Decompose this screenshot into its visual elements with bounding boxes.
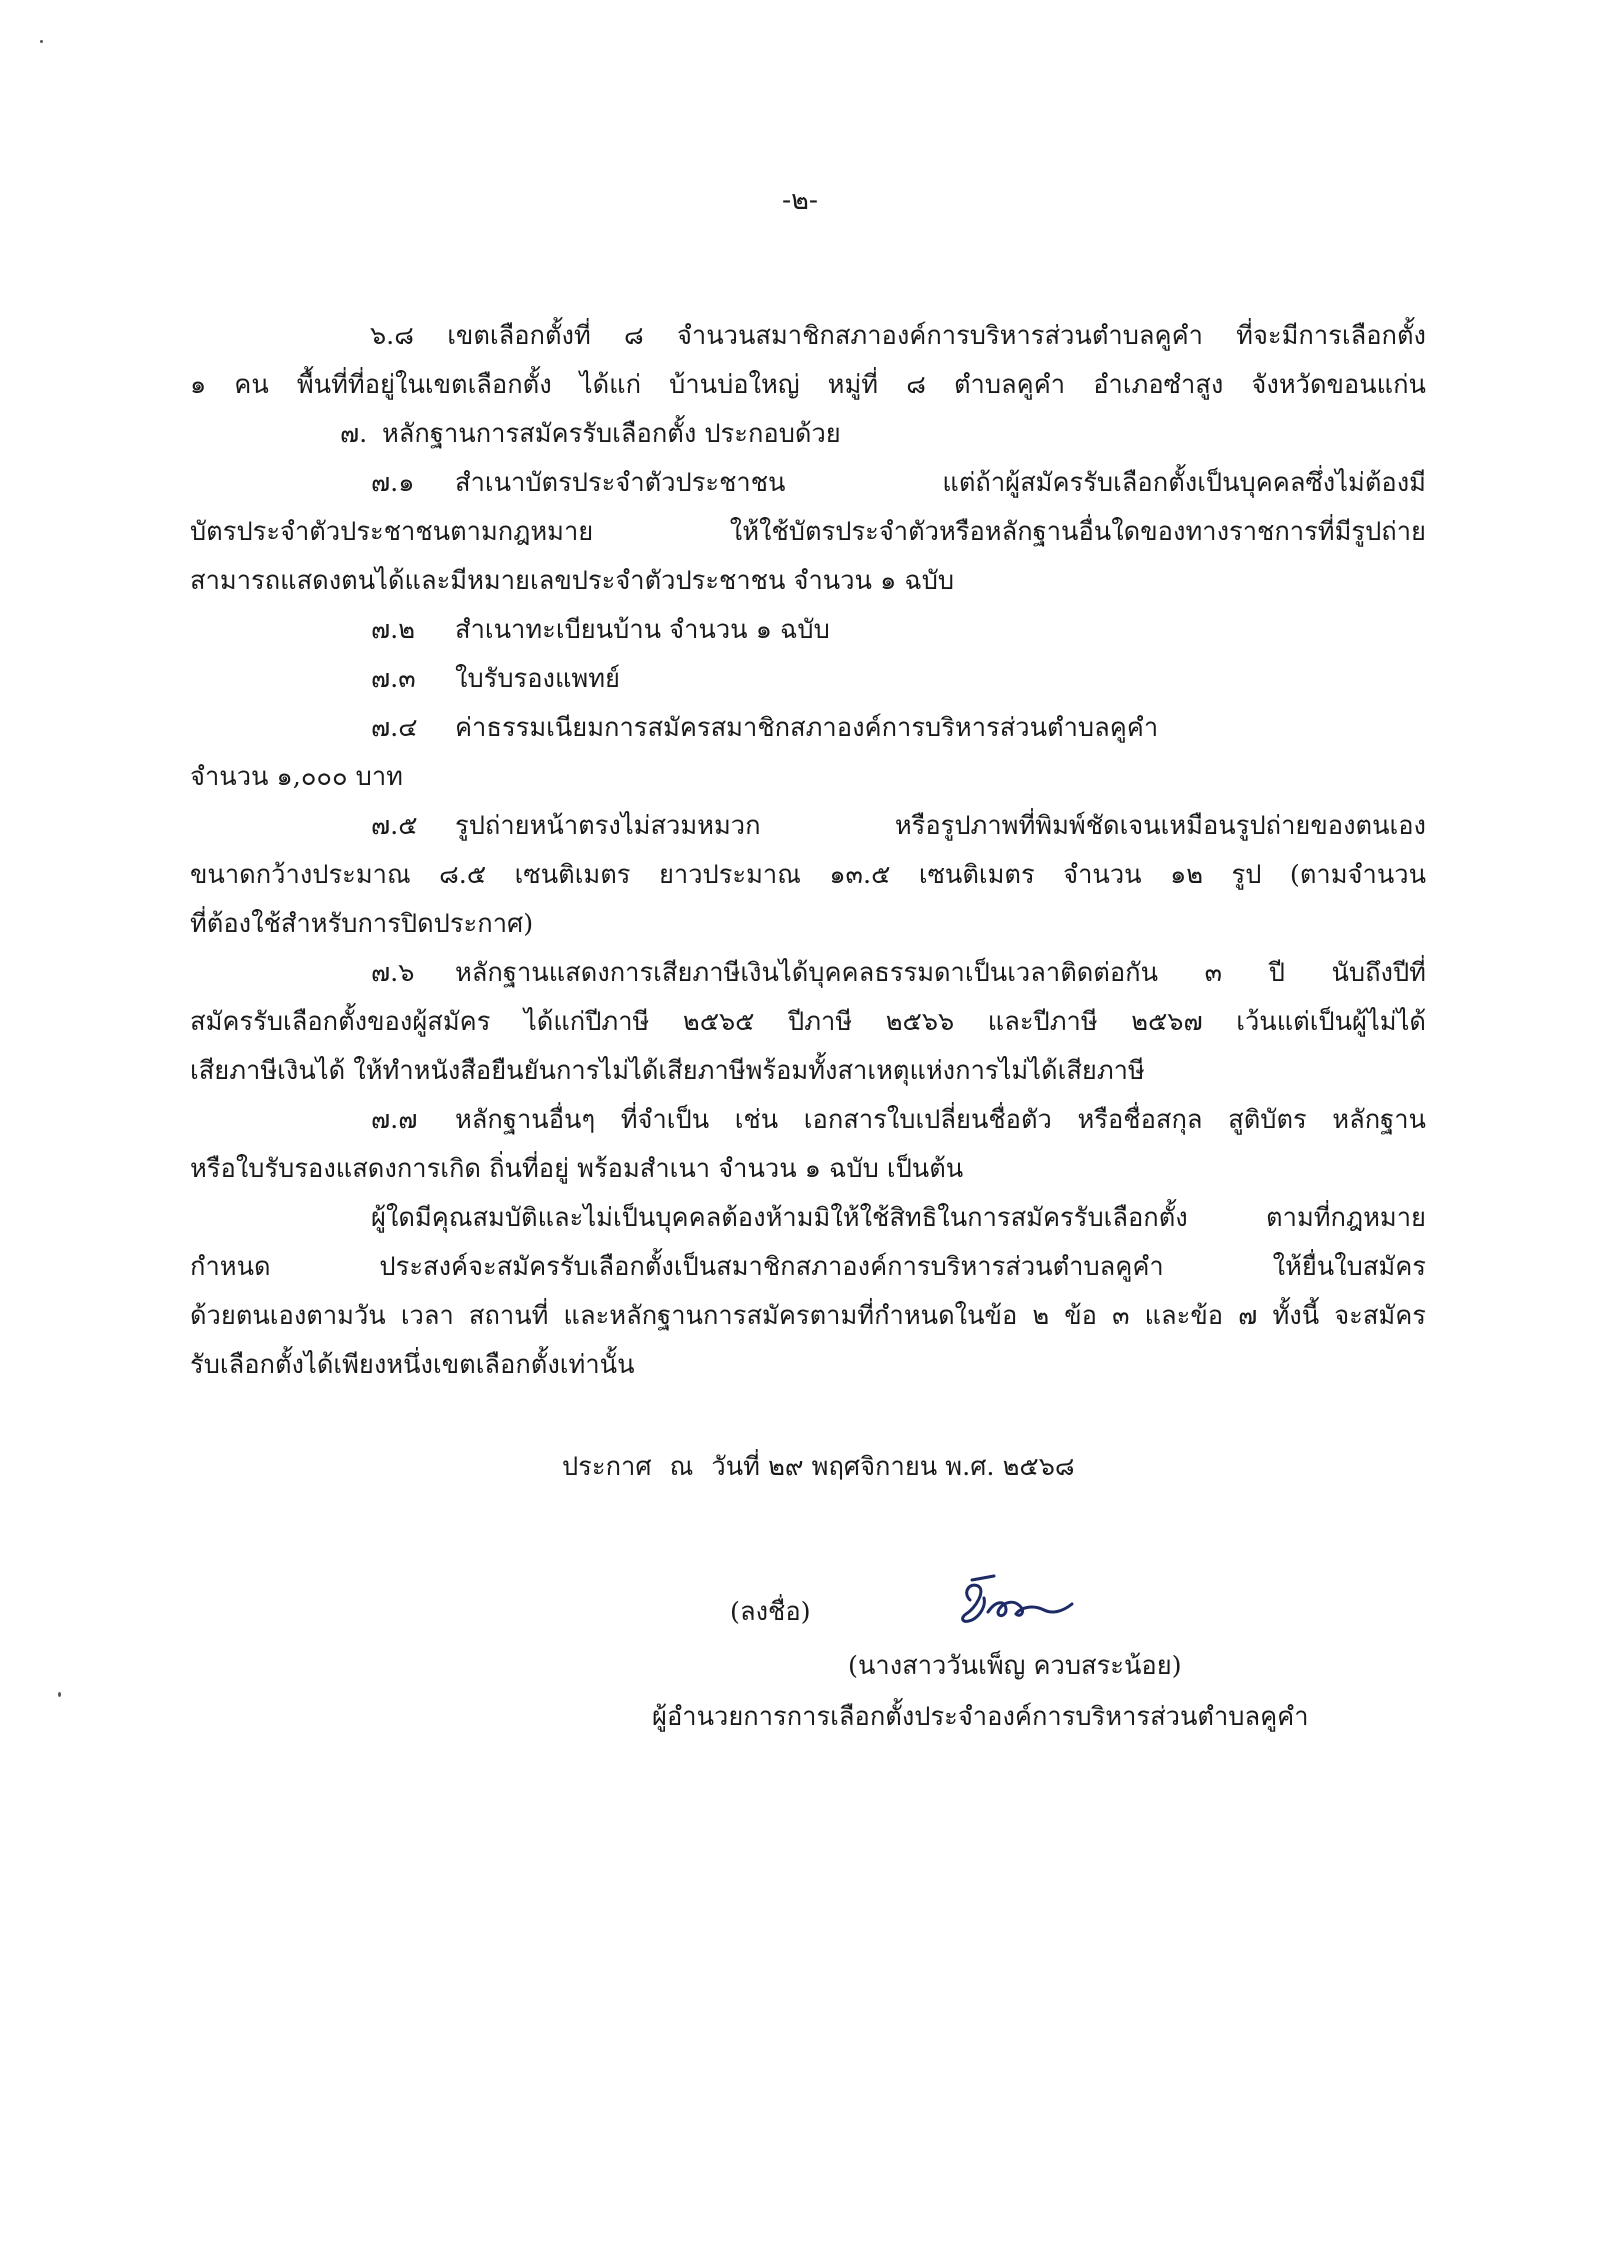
clause-7-6-line-2: สมัครรับเลือกตั้งของผู้สมัคร ได้แก่ปีภาษี ๒๕๖๕ ปีภาษี ๒๕๖๖ และปีภาษี ๒๕๖๗ เว้นแต่เป็นผู้ไม่ได้ <box>190 1007 1426 1037</box>
sign-label: (ลงชื่อ) <box>730 1597 811 1627</box>
clause-7-7-text: หลักฐานอื่นๆ ที่จำเป็น เช่น เอกสารใบเปลี่ยนชื่อตัว หรือชื่อสกุล สูติบัตร หลักฐาน <box>455 1105 1426 1135</box>
closing-line-3: ด้วยตนเองตามวัน เวลา สถานที่ และหลักฐานการสมัครตามที่กำหนดในข้อ ๒ ข้อ ๓ และข้อ ๗ ทั้งนี้ จะสมัคร <box>190 1301 1426 1331</box>
clause-7-3-text: ใบรับรองแพทย์ <box>455 664 620 694</box>
signer-title: ผู้อำนวยการการเลือกตั้งประจำองค์การบริหารส่วนตำบลคูคำ <box>652 1702 1309 1732</box>
clause-7-3 <box>190 655 1426 704</box>
scan-speck <box>40 40 43 43</box>
clause-7-2-number: ๗.๒ <box>371 615 416 645</box>
clause-7-1-line-3: สามารถแสดงตนได้และมีหมายเลขประจำตัวประชาชน จำนวน ๑ ฉบับ <box>190 566 955 596</box>
clause-7-1-line-1 <box>190 459 1426 508</box>
handwritten-signature-icon <box>940 1570 1080 1640</box>
announcement-date-line <box>562 1447 1085 1487</box>
closing-line-1: ผู้ใดมีคุณสมบัติและไม่เป็นบุคคลต้องห้ามมิให้ใช้สิทธิในการสมัครรับเลือกตั้ง ตามที่กฎหมาย <box>371 1203 1426 1233</box>
clause-7-5-line-1 <box>190 802 1426 851</box>
clause-7-6-text: หลักฐานแสดงการเสียภาษีเงินได้บุคคลธรรมดาเป็นเวลาติดต่อกัน ๓ ปี นับถึงปีที่ <box>455 958 1426 988</box>
clause-7-7-line-1 <box>190 1096 1426 1145</box>
clause-7-4-text: ค่าธรรมเนียมการสมัครสมาชิกสภาองค์การบริหารส่วนตำบลคูคำ <box>455 713 1159 743</box>
clause-7-4-line-1 <box>190 704 1426 753</box>
clause-7-5-text: รูปถ่ายหน้าตรงไม่สวมหมวก หรือรูปภาพที่พิมพ์ชัดเจนเหมือนรูปถ่ายของตนเอง <box>455 811 1426 841</box>
clause-7-1-text: สำเนาบัตรประจำตัวประชาชน แต่ถ้าผู้สมัครรับเลือกตั้งเป็นบุคคลซึ่งไม่ต้องมี <box>455 468 1426 498</box>
clause-7-5-number: ๗.๕ <box>371 811 418 841</box>
clause-7-1-line-2: บัตรประจำตัวประชาชนตามกฎหมาย ให้ใช้บัตรประจำตัวหรือหลักฐานอื่นใดของทางราชการที่มีรูปถ่าย <box>190 517 1426 547</box>
clause-6-8-line-1: ๖.๘ เขตเลือกตั้งที่ ๘ จำนวนสมาชิกสภาองค์การบริหารส่วนตำบลคูคำ ที่จะมีการเลือกตั้ง <box>370 321 1426 351</box>
closing-line-2: กำหนด ประสงค์จะสมัครรับเลือกตั้งเป็นสมาชิกสภาองค์การบริหารส่วนตำบลคูคำ ให้ยื่นใบสมัคร <box>190 1252 1426 1282</box>
clause-7-2 <box>190 606 1426 655</box>
clause-7-6-number: ๗.๖ <box>371 958 415 988</box>
scan-speck <box>58 1692 61 1697</box>
announcement-at: ณ <box>669 1452 694 1482</box>
clause-7-1-number: ๗.๑ <box>371 468 415 498</box>
clause-7-6-line-3: เสียภาษีเงินได้ ให้ทำหนังสือยืนยันการไม่ได้เสียภาษีพร้อมทั้งสาเหตุแห่งการไม่ได้เสียภาษี <box>190 1056 1145 1086</box>
clause-7-7-line-2: หรือใบรับรองแสดงการเกิด ถิ่นที่อยู่ พร้อมสำเนา จำนวน ๑ ฉบับ เป็นต้น <box>190 1154 964 1184</box>
clause-7-2-text: สำเนาทะเบียนบ้าน จำนวน ๑ ฉบับ <box>455 615 830 645</box>
clause-7 <box>190 410 1426 459</box>
clause-7-7-number: ๗.๗ <box>371 1105 418 1135</box>
clause-7-5-line-2: ขนาดกว้างประมาณ ๘.๕ เซนติเมตร ยาวประมาณ ๑๓.๕ เซนติเมตร จำนวน ๑๒ รูป (ตามจำนวน <box>190 860 1426 890</box>
clause-7-4-line-2: จำนวน ๑,๐๐๐ บาท <box>190 762 403 792</box>
page-number: -๒- <box>781 185 819 216</box>
clause-7-5-line-3: ที่ต้องใช้สำหรับการปิดประกาศ) <box>190 909 534 939</box>
signer-name: (นางสาววันเพ็ญ ควบสระน้อย) <box>848 1651 1182 1681</box>
announcement-date: วันที่ ๒๙ พฤศจิกายน พ.ศ. ๒๕๖๘ <box>711 1452 1075 1482</box>
clause-6-8-line-2: ๑ คน พื้นที่ที่อยู่ในเขตเลือกตั้ง ได้แก่ บ้านบ่อใหญ่ หมู่ที่ ๘ ตำบลคูคำ อำเภอซำสูง จังหวัดขอนแก่น <box>190 370 1426 400</box>
announcement-word: ประกาศ <box>562 1452 652 1482</box>
clause-7-3-number: ๗.๓ <box>371 664 416 694</box>
clause-7-text: หลักฐานการสมัครรับเลือกตั้ง ประกอบด้วย <box>382 419 841 449</box>
clause-7-number: ๗. <box>340 419 368 449</box>
clause-7-6-line-1 <box>190 949 1426 998</box>
clause-7-4-number: ๗.๔ <box>371 713 418 743</box>
closing-line-4: รับเลือกตั้งได้เพียงหนึ่งเขตเลือกตั้งเท่านั้น <box>190 1350 635 1380</box>
document-body <box>190 312 1426 1390</box>
